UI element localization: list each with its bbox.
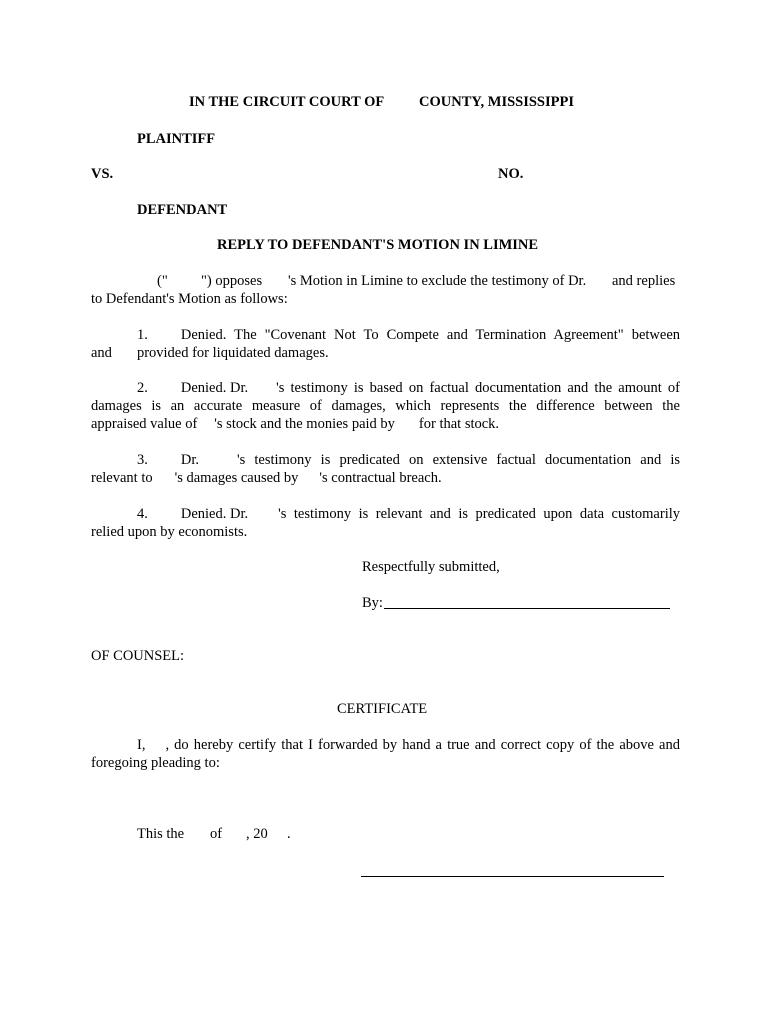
paragraph-2-number: 2. <box>137 380 148 396</box>
paragraph-2-line-1 <box>91 379 680 397</box>
paragraph-1-line-2 <box>91 344 680 362</box>
certificate-i: I, <box>137 737 146 753</box>
of-counsel-label: OF COUNSEL: <box>91 648 185 664</box>
paragraph-4-number: 4. <box>137 506 148 522</box>
certificate-signature-line <box>361 876 664 877</box>
case-number-label: NO. <box>498 166 524 182</box>
paragraph-2-line-2 <box>91 397 680 415</box>
date-this-the: This the <box>137 826 185 842</box>
paragraph-3-number: 3. <box>137 452 148 468</box>
word: represents <box>440 398 500 414</box>
date-of: of <box>210 826 223 842</box>
intro-and-replies: and replies <box>612 273 676 289</box>
date-period: . <box>287 826 291 842</box>
word: measure <box>251 398 301 414</box>
certificate-line-2: foregoing pleading to: <box>91 755 220 771</box>
intro-quote-open: (" <box>157 273 168 289</box>
intro-opposes: ") opposes <box>201 273 263 289</box>
paragraph-3-line-2 <box>91 469 680 487</box>
paragraph-3-breach: 's contractual breach. <box>319 470 442 486</box>
paragraph-4-denied-dr: Denied. Dr. <box>180 506 249 522</box>
paragraph-1-text: Denied. The "Covenant Not To Compete and Termination Agreement" between <box>180 327 680 343</box>
intro-motion-text: 's Motion in Limine to exclude the testimony of Dr. <box>288 273 587 289</box>
court-name-left: IN THE CIRCUIT COURT OF <box>189 94 385 110</box>
certificate-line-1 <box>91 736 680 754</box>
paragraph-3 <box>91 451 680 487</box>
paragraph-2-denied-dr: Denied. Dr. <box>180 380 249 396</box>
respectfully-submitted: Respectfully submitted, <box>362 559 500 575</box>
paragraph-1-and: and <box>91 345 112 361</box>
paragraph-4-line-2: relied upon by economists. <box>91 524 248 540</box>
paragraph-3-relevant: relevant to <box>91 470 153 486</box>
word: the <box>508 398 527 414</box>
document-title: REPLY TO DEFENDANT'S MOTION IN LIMINE <box>217 237 539 253</box>
word: difference <box>536 398 595 414</box>
paragraph-2-stock: 's stock and the monies paid by <box>214 416 395 432</box>
word: between <box>604 398 653 414</box>
by-label: By: <box>362 595 383 611</box>
word: an <box>170 398 185 414</box>
paragraph-3-line-1 <box>91 451 680 469</box>
paragraph-3-text: 's testimony is predicated on extensive factual documentation and is <box>237 452 680 468</box>
word: which <box>395 398 431 414</box>
paragraph-2-text: 's testimony is based on factual documentation and the amount of <box>276 380 680 396</box>
paragraph-2 <box>91 379 680 433</box>
word: accurate <box>193 398 243 414</box>
defendant-label: DEFENDANT <box>137 202 228 218</box>
signature-line <box>384 608 670 609</box>
word: damages <box>91 398 142 414</box>
paragraph-1 <box>91 326 680 362</box>
paragraph-3-dr: Dr. <box>180 452 199 468</box>
word: the <box>662 398 680 414</box>
versus-label: VS. <box>91 166 114 182</box>
paragraph-4 <box>91 505 680 541</box>
paragraph-2-for-stock: for that stock. <box>418 416 500 432</box>
plaintiff-label: PLAINTIFF <box>137 131 216 147</box>
certificate-text: , do hereby certify that I forwarded by hand a true and correct copy of the above and <box>165 737 680 753</box>
word: damages, <box>331 398 386 414</box>
paragraph-1-number: 1. <box>137 327 148 343</box>
paragraph-2-appraised: appraised value of <box>91 416 198 432</box>
paragraph-4-line-1 <box>91 505 680 523</box>
paragraph-2-line-3 <box>91 415 680 433</box>
certificate-paragraph <box>91 736 680 772</box>
paragraph-1-liquidated: provided for liquidated damages. <box>136 345 329 361</box>
intro-line-2: to Defendant's Motion as follows: <box>91 291 288 307</box>
paragraph-4-text: 's testimony is relevant and is predicated upon data customarily <box>278 506 680 522</box>
court-county-right: COUNTY, MISSISSIPPI <box>419 94 574 110</box>
paragraph-1-line-1 <box>91 326 680 344</box>
date-year: , 20 <box>246 826 268 842</box>
certificate-heading: CERTIFICATE <box>337 701 428 717</box>
word: of <box>309 398 322 414</box>
paragraph-3-damages: 's damages caused by <box>174 470 299 486</box>
word: is <box>151 398 162 414</box>
